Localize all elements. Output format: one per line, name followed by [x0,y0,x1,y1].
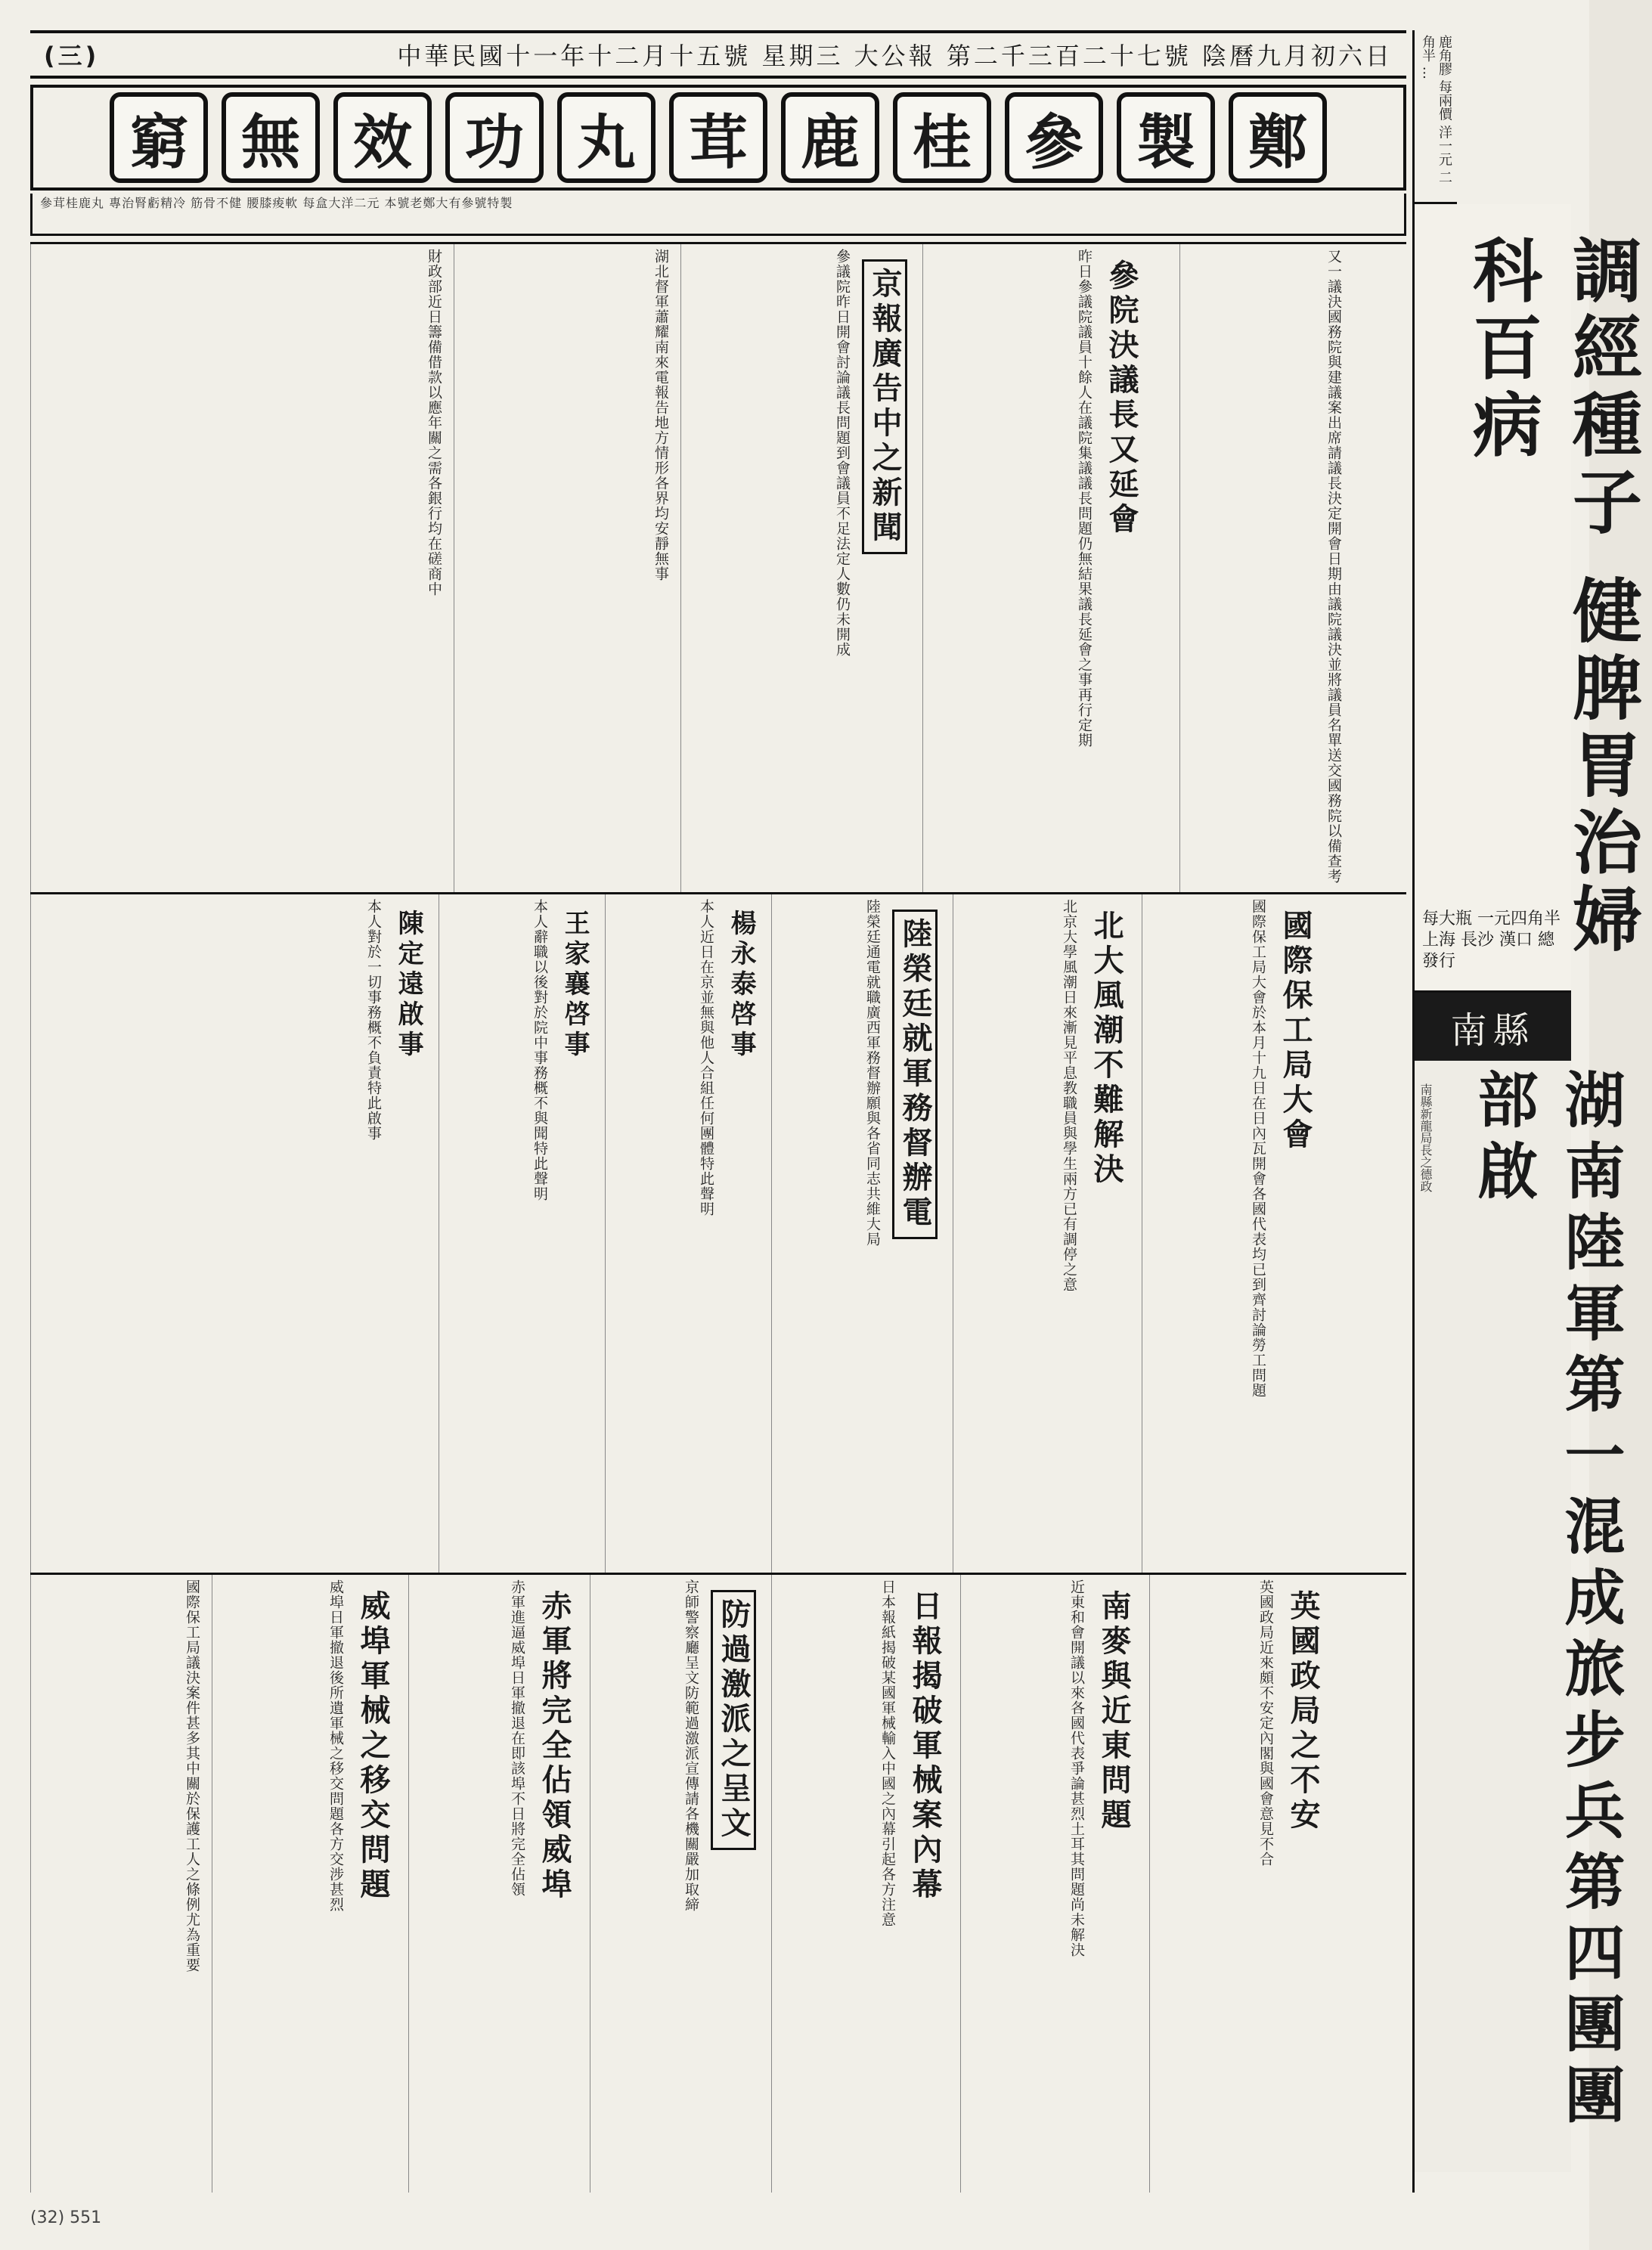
right-ad-column [1412,30,1643,2193]
article-text: 威埠日軍撤退後所遺軍械之移交問題各方交涉甚烈 [212,1575,348,2193]
banner-char: 鄭 [1229,92,1327,183]
headline: 南麥與近東問題 [1096,1590,1131,1833]
headline: 北大風潮不難解決 [1089,910,1124,1188]
headline: 防過激派之呈文 [711,1590,756,1850]
article-text: 湖北督軍蕭耀南來電報告地方情形各界均安靜無事 [454,244,673,892]
article-text: 參議院昨日開會討論議長問題到會議員不足法定人數仍未開成 [680,244,854,892]
medicine-ad-prices [1422,909,1566,972]
banner-char: 丸 [557,92,656,183]
page-number: (三) [44,42,100,70]
news-band-3 [30,1573,1406,2193]
banner-char: 窮 [110,92,208,183]
article-text: 赤軍進逼威埠日軍撤退在即該埠不日將完全佔領 [408,1575,529,2193]
banner-char: 效 [333,92,432,183]
headline: 國際保工局大會 [1278,910,1313,1153]
headline: 王家襄啓事 [559,910,590,1061]
news-band-2 [30,892,1406,1573]
headline: 陳定遠啟事 [393,910,424,1061]
masthead [30,30,1406,79]
headline: 參院決議長又延會 [1104,259,1139,538]
headline: 赤軍將完全佔領威埠 [537,1590,572,1903]
article-text: 北京大學風潮日來漸見平息教職員與學生兩方已有調停之意 [953,894,1081,1573]
article-text: 近東和會開議以來各國代表爭論甚烈土耳其問題尚未解決 [960,1575,1089,2193]
news-area [30,242,1406,2193]
news-band-1 [30,242,1406,892]
headline: 京報廣告中之新聞 [862,259,907,554]
price-line: 每大瓶 一元四角半 [1422,910,1561,928]
military-notice-ad [1415,993,1626,2172]
banner-char: 桂 [893,92,991,183]
banner-char: 製 [1117,92,1215,183]
article-text: 本人辭職以後對於院中事務概不與聞特此聲明 [439,894,552,1573]
headline: 英國政局之不安 [1285,1590,1320,1833]
military-notice-sub: 南縣新龍局長之德政 [1418,1083,1433,1192]
headline: 日報揭破軍械案內幕 [907,1590,942,1903]
banner-char: 無 [222,92,320,183]
article-text: 京師警察廳呈文防範過激派宣傳請各機關嚴加取締 [590,1575,703,2193]
article-text: 又一議決國務院與建議案出席請議長決定開會日期由議院議決並將議員名單送交國務院以備查考 [1179,244,1346,892]
banner-ad [30,85,1406,191]
date-line: 中華民國十一年十二月十五號 星期三 大公報 第二千三百二十七號 陰曆九月初六日 [397,42,1393,70]
article-text: 國際保工局議決案件甚多其中關於保護工人之條例尤為重要 [30,1575,204,2193]
right-top-notice: 鹿角膠 每兩價 洋一元 二角半 ... [1415,30,1457,204]
medicine-ad-title: 調經種子 健脾胃治婦科百病 [1461,234,1643,961]
banner-ad-subtext: 參茸桂鹿丸 專治腎虧精冷 筋骨不健 腰膝痠軟 每盒大洋二元 本號老鄭大有參號特製 [30,194,1406,236]
article-text: 英國政局近來頗不安定內閣與國會意見不合 [1149,1575,1278,2193]
military-notice-bar: 南縣 [1415,993,1571,1061]
price-line: 上海 長沙 漢口 總發行 [1422,931,1554,971]
article-text: 國際保工局大會於本月十九日在日內瓦開會各國代表均已到齊討論勞工問題 [1142,894,1270,1573]
article-text: 日本報紙揭破某國軍械輸入中國之內幕引起各方注意 [771,1575,900,2193]
article-text: 昨日參議院議員十餘人在議院集議議長問題仍無結果議長延會之事再行定期 [922,244,1096,892]
article-text: 本人對於一切事務概不負責特此啟事 [30,894,386,1573]
banner-char: 參 [1005,92,1103,183]
banner-char: 功 [445,92,544,183]
headline: 楊永泰啓事 [726,910,757,1061]
medicine-ad [1415,204,1643,993]
banner-char: 鹿 [781,92,879,183]
banner-char: 茸 [669,92,767,183]
headline: 陸榮廷就軍務督辦電 [892,910,938,1239]
headline: 威埠軍械之移交問題 [355,1590,390,1903]
article-text: 本人近日在京並無與他人合組任何團體特此聲明 [605,894,718,1573]
article-text: 財政部近日籌備借款以應年關之需各銀行均在磋商中 [30,244,446,892]
military-notice-title: 湖南陸軍第一混成旅步兵第四團團部啟 [1468,1068,1626,2134]
article-text: 陸榮廷通電就職廣西軍務督辦願與各省同志共維大局 [771,894,885,1573]
page-footer: (32) 551 [30,2208,102,2227]
